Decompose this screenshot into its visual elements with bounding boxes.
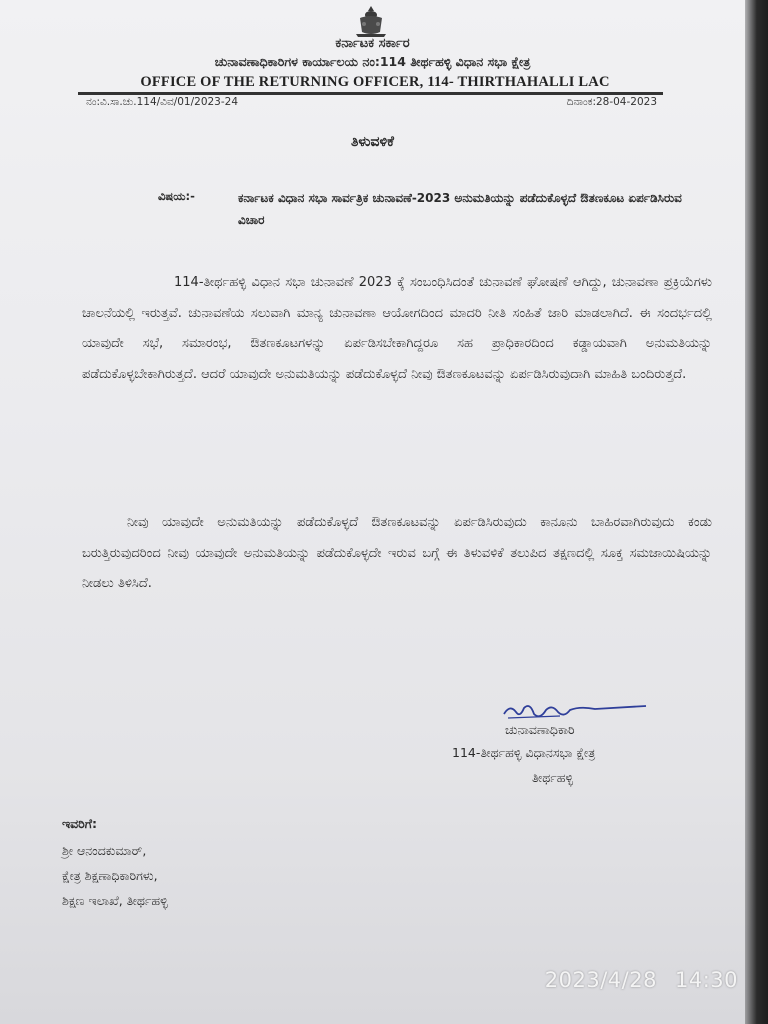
signatory-designation: ಚುನಾವಣಾಧಿಕಾರಿ [505, 722, 575, 737]
recipient-name: ಶ್ರೀ ಆನಂದಕುಮಾರ್, [62, 843, 147, 858]
body-paragraph-1-text: 114-ತೀರ್ಥಹಳ್ಳಿ ವಿಧಾನ ಸಭಾ ಚುನಾವಣೆ 2023 ಕ್ಕೆ ಸಂಬಂಧಿಸಿದಂತೆ ಚುನಾವಣೆ ಘೋಷಣೆ ಆಗಿದ್ದು, ಚುನಾವಣಾ ಪ್ರಕ್ರಿಯೆಗಳು ಚಾಲನೆಯಲ್ಲಿ ಇರುತ್ತವೆ. ಚುನಾವಣೆಯ ಸಲುವಾಗಿ ಮಾನ್ಯ ಚುನಾವಣಾ ಆಯೋಗದಿಂದ ಮಾದರಿ ನೀತಿ ಸಂಹಿತೆ ಜಾರಿ ಮಾಡಲಾಗಿದೆ. ಈ ಸಂದರ್ಭದಲ್ಲಿ ಯಾವುದೇ ಸಭೆ, ಸಮಾರಂಭ, ಔತಣಕೂಟಗಳನ್ನು ಏರ್ಪಡಿಸಬೇಕಾಗಿದ್ದರೂ ಸಹ ಪ್ರಾಧಿಕಾರದಿಂದ ಕಡ್ಡಾಯವಾಗಿ ಅನುಮತಿಯನ್ನು ಪಡೆದುಕೊಳ್ಳಬೇಕಾಗಿರುತ್ತದೆ. ಆದರೆ ಯಾವುದೇ ಅನುಮತಿಯನ್ನು ಪಡೆದುಕೊಳ್ಳದೆ ನೀವು ಔತಣಕೂಟವನ್ನು ಏರ್ಪಡಿಸಿರುವುದಾಗಿ ಮಾಹಿತಿ ಬಂದಿರುತ್ತದೆ. [82, 275, 712, 382]
reference-number: ನಂ:ವಿ.ಸಾ.ಚು.114/ವಿವ/01/2023-24 [86, 96, 239, 108]
signatory-place: ತೀರ್ಥಹಳ್ಳಿ [532, 770, 574, 785]
subject-text: ಕರ್ನಾಟಕ ವಿಧಾನ ಸಭಾ ಸಾರ್ವತ್ರಿಕ ಚುನಾವಣೆ-2023 ಅನುಮತಿಯನ್ನು ಪಡೆದುಕೊಳ್ಳದೆ ಔತಣಕೂಟ ಏರ್ಪಡಿಸಿರುವ ವಿಚಾರ [238, 191, 682, 227]
subject-label: ವಿಷಯ:- [158, 189, 195, 203]
letter-date: ದಿನಾಂಕ:28-04-2023 [566, 96, 657, 108]
signatory-constituency: 114-ತೀರ್ಥಹಳ್ಳಿ ವಿಧಾನಸಭಾ ಕ್ಷೇತ್ರ [452, 745, 596, 760]
notice-title: ತಿಳುವಳಿಕೆ [351, 134, 394, 150]
office-heading-english: OFFICE OF THE RETURNING OFFICER, 114- THIRTHAHALLI LAC [140, 74, 610, 90]
timestamp-date: 2023/4/28 [544, 968, 657, 992]
handwritten-signature [500, 700, 650, 724]
body-paragraph-2 [82, 508, 712, 600]
state-emblem-icon [352, 4, 390, 38]
body-paragraph-1 [82, 268, 712, 390]
office-heading-kannada: ಚುನಾವಣಾಧಿಕಾರಿಗಳ ಕಾರ್ಯಾಲಯ ನಂ:114 ತೀರ್ಥಹಳ್ಳಿ ವಿಧಾನ ಸಭಾ ಕ್ಷೇತ್ರ [214, 54, 531, 69]
recipient-department: ಶಿಕ್ಷಣ ಇಲಾಖೆ, ತೀರ್ಥಹಳ್ಳಿ [62, 893, 168, 908]
header-divider [78, 92, 663, 95]
govt-heading: ಕರ್ನಾಟಕ ಸರ್ಕಾರ [335, 36, 410, 51]
recipient-role: ಕ್ಷೇತ್ರ ಶಿಕ್ಷಣಾಧಿಕಾರಿಗಳು, [62, 868, 158, 883]
timestamp-time: 14:30 [674, 968, 738, 992]
recipient-label: ಇವರಿಗೆ: [62, 816, 98, 831]
photo-timestamp [545, 968, 738, 992]
body-paragraph-2-text: ನೀವು ಯಾವುದೇ ಅನುಮತಿಯನ್ನು ಪಡೆದುಕೊಳ್ಳದೆ ಔತಣಕೂಟವನ್ನು ಏರ್ಪಡಿಸಿರುವುದು ಕಾನೂನು ಬಾಹಿರವಾಗಿರುವುದು ಕಂಡು ಬರುತ್ತಿರುವುದರಿಂದ ನೀವು ಯಾವುದೇ ಅನುಮತಿಯನ್ನು ಪಡೆದುಕೊಳ್ಳದೇ ಇರುವ ಬಗ್ಗೆ ಈ ತಿಳುವಳಿಕೆ ತಲುಪಿದ ತಕ್ಷಣದಲ್ಲಿ ಸೂಕ್ತ ಸಮಜಾಯಿಷಿಯನ್ನು ನೀಡಲು ತಿಳಿಸಿದೆ. [82, 515, 712, 591]
